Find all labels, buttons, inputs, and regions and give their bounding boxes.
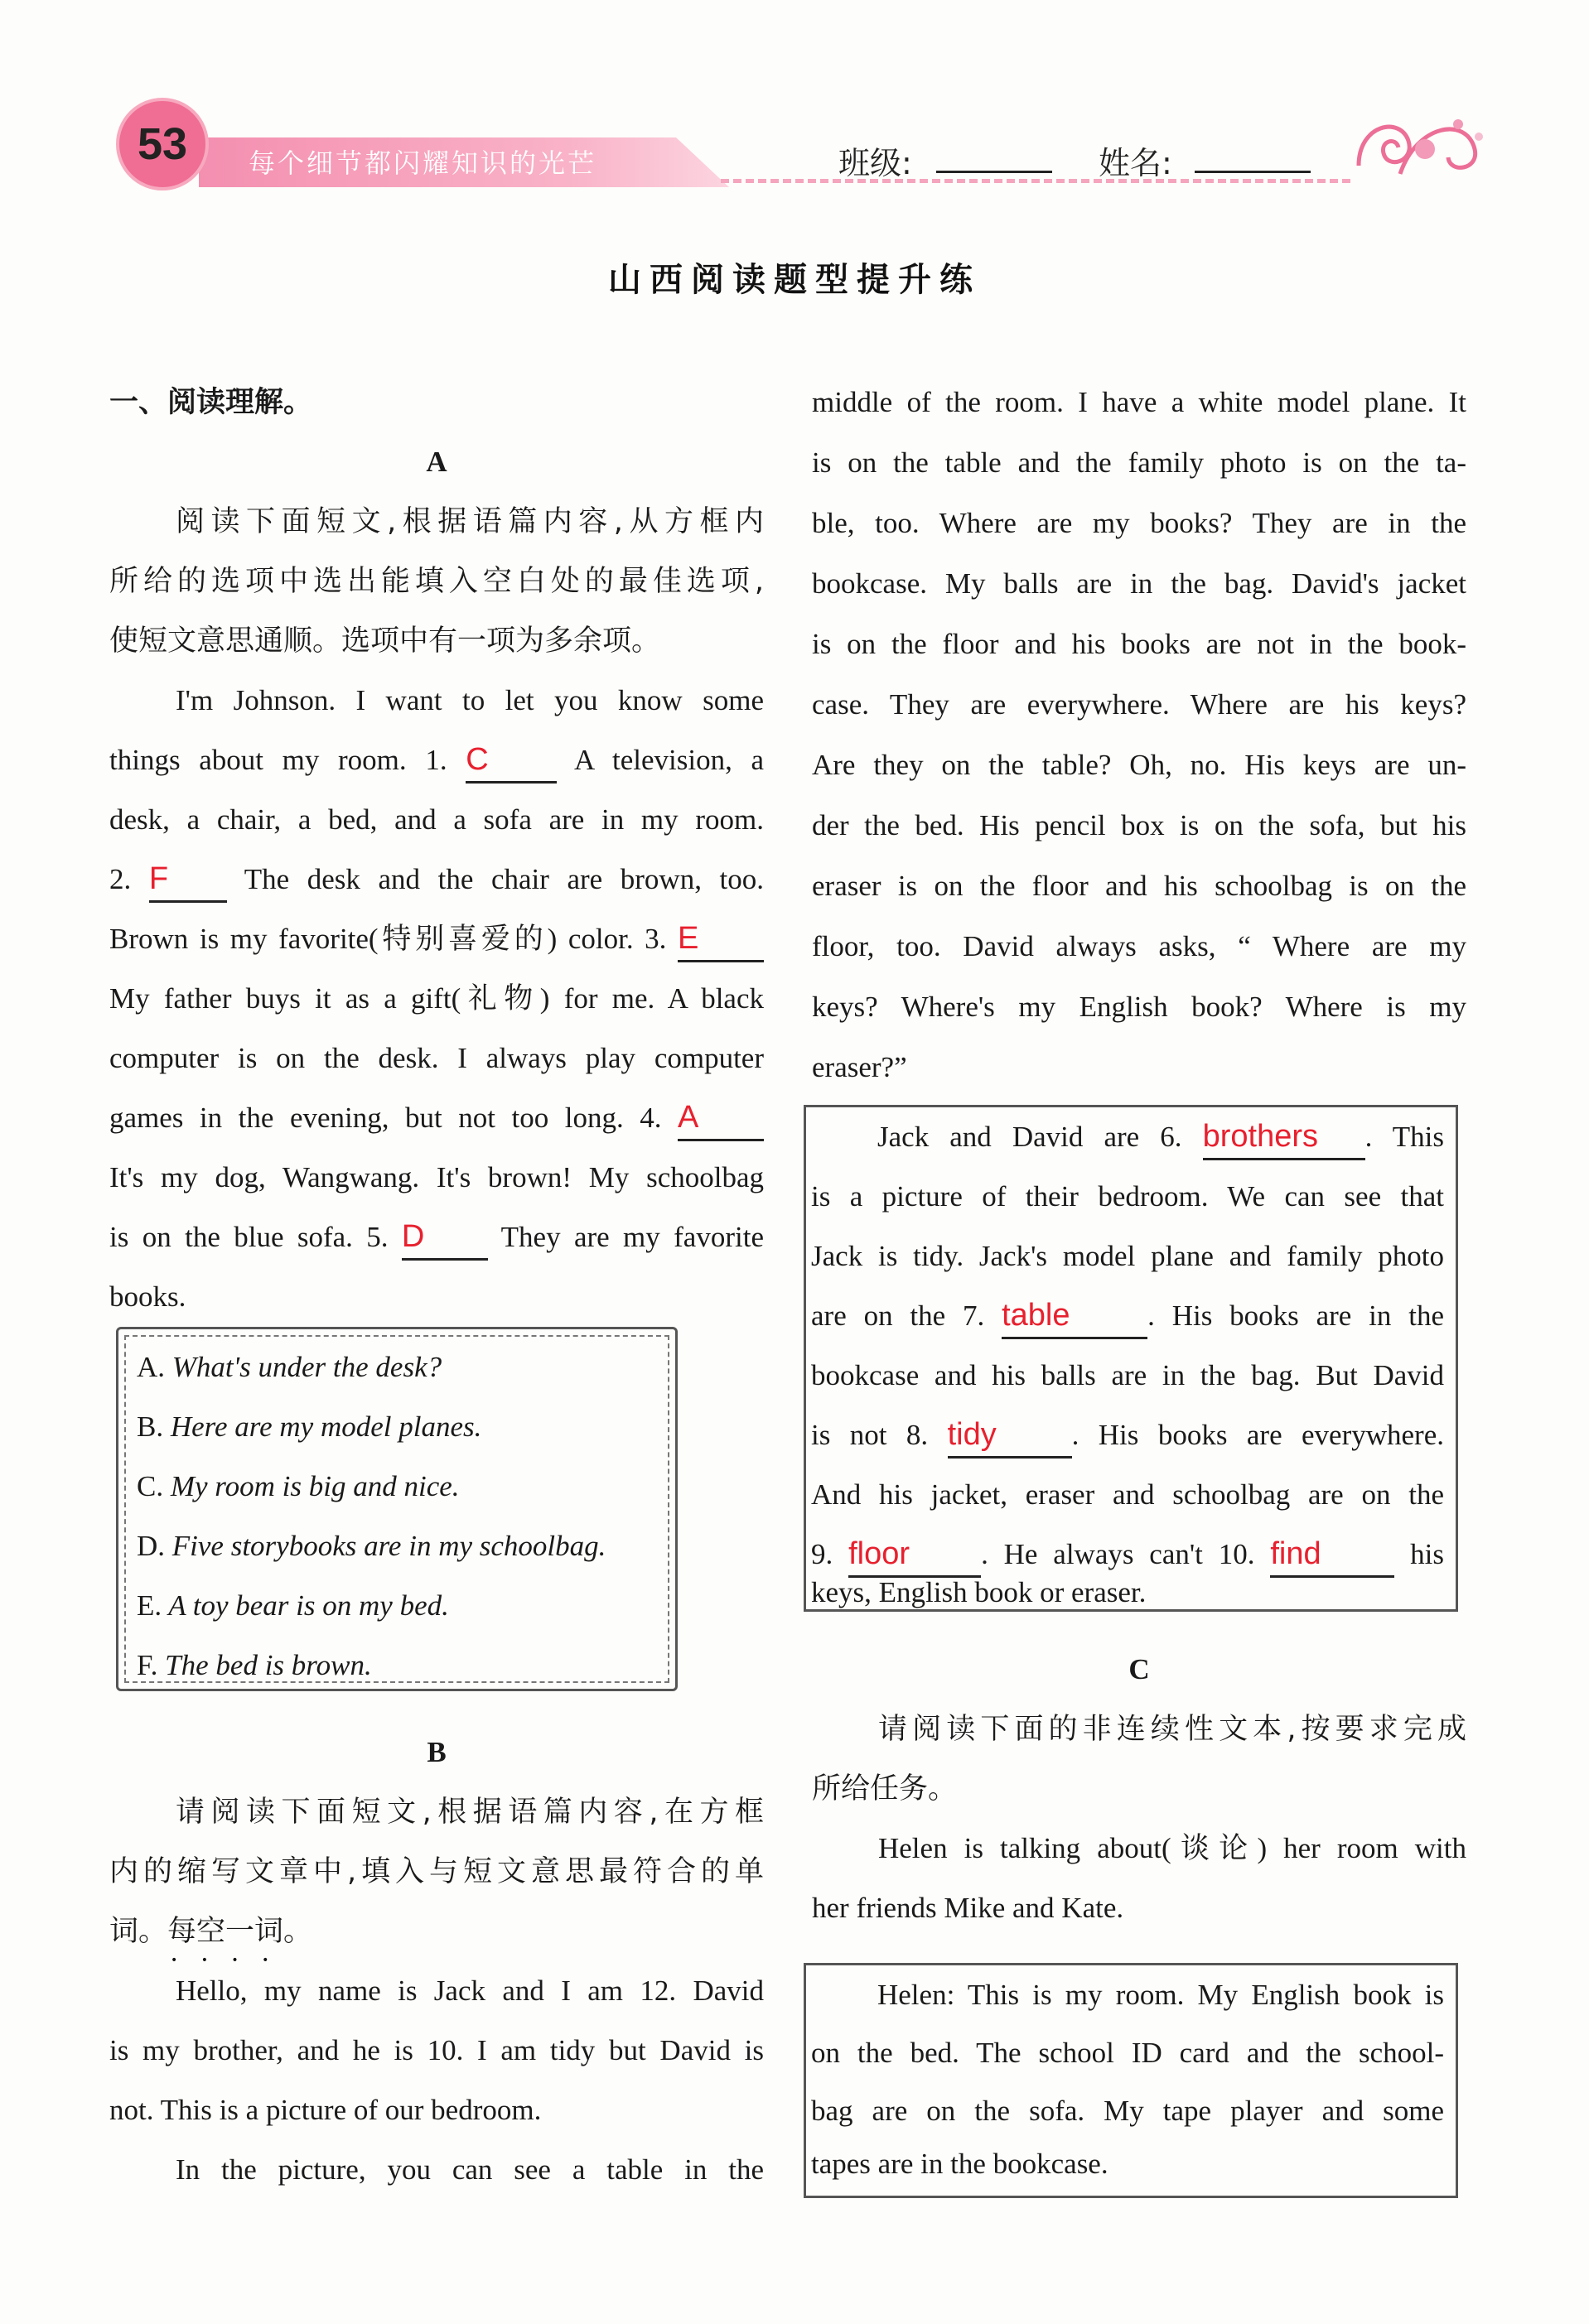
passage-a-line [109, 1208, 764, 1267]
part-c-instruction-1: 请阅读下面的非连续性文本,按要求完成 [878, 1713, 1466, 1746]
options-box [116, 1327, 678, 1691]
passage-text: is on the blue sofa. 5. [109, 1221, 389, 1253]
summary-line [811, 1286, 1444, 1346]
summary-line: bookcase and his balls are in the bag. But David [811, 1359, 1444, 1391]
option-d [137, 1516, 606, 1576]
passage-a-line: I'm Johnson. I want to let you know some [176, 684, 764, 716]
summary-line [811, 1405, 1444, 1465]
answer-blank-8: tidy [948, 1413, 1072, 1459]
passage-a-line: books. [109, 1280, 186, 1313]
class-blank [936, 171, 1052, 173]
option-b [137, 1397, 481, 1457]
part-c-intro-line: her friends Mike and Kate. [812, 1892, 1124, 1924]
passage-b-line: eraser?” [812, 1051, 907, 1083]
summary-text: are on the 7. [811, 1299, 985, 1332]
option-letter: D. [137, 1530, 166, 1562]
part-b-label: B [427, 1736, 447, 1768]
part-c-label: C [1128, 1653, 1150, 1685]
answer-blank-3: E [678, 917, 764, 962]
passage-a-line [109, 730, 764, 790]
section-heading: 一、阅读理解。 [109, 386, 313, 419]
option-letter: C. [137, 1470, 164, 1502]
passage-b-line: keys? Where's my English book? Where is my [812, 991, 1466, 1023]
header-slogan: 每个细节都闪耀知识的光芒 [249, 147, 597, 179]
option-text: What's under the desk? [171, 1351, 442, 1383]
passage-a-line [109, 909, 764, 969]
option-text: Here are my model planes. [170, 1410, 482, 1443]
part-a-instruction-1: 阅读下面短文,根据语篇内容,从方框内 [176, 505, 764, 538]
passage-a-line [109, 850, 764, 909]
option-c [137, 1457, 460, 1516]
option-letter: F. [137, 1649, 158, 1681]
passage-text: The desk and the chair are brown, too. [244, 863, 764, 895]
option-e [137, 1576, 449, 1636]
summary-box [804, 1105, 1458, 1612]
dialogue-line: on the bed. The school ID card and the school- [811, 2037, 1444, 2069]
summary-text: his [1410, 1538, 1444, 1570]
part-a-instruction-2: 所给的选项中选出能填入空白处的最佳选项, [109, 565, 764, 598]
passage-a-line: desk, a chair, a bed, and a sofa are in my room. [109, 803, 764, 836]
passage-text: A television, a [573, 744, 765, 776]
passage-a-line: My father buys it as a gift(礼物) for me. A black [109, 982, 764, 1015]
passage-a-line: It's my dog, Wangwang. It's brown! My schoolbag [109, 1161, 764, 1193]
passage-a-line: computer is on the desk. I always play computer [109, 1042, 764, 1074]
option-a [137, 1338, 442, 1397]
option-letter: B. [137, 1410, 164, 1443]
passage-b-line: bookcase. My balls are in the bag. David's jacket [812, 567, 1466, 600]
passage-b-line: ble, too. Where are my books? They are in the [812, 507, 1466, 539]
passage-b-line: floor, too. David always asks, “ Where are my [812, 930, 1466, 962]
flourish-ornament-icon [1342, 91, 1491, 199]
answer-blank-6: brothers [1203, 1115, 1365, 1160]
answer-blank-7: table [1002, 1294, 1147, 1339]
helen-dialogue-box [804, 1963, 1458, 2198]
option-text: My room is big and nice. [170, 1470, 460, 1502]
passage-b-line: is my brother, and he is 10. I am tidy but David is [109, 2034, 764, 2066]
instruction-text: 。 [283, 1915, 313, 1948]
summary-text: 9. [811, 1538, 833, 1570]
emphasized-text: 每空一词 • • • • [167, 1915, 283, 1948]
option-text: Five storybooks are in my schoolbag. [171, 1530, 606, 1562]
passage-b-line: case. They are everywhere. Where are his keys? [812, 688, 1466, 721]
option-f [137, 1636, 372, 1695]
part-c-instruction-2: 所给任务。 [812, 1772, 958, 1806]
answer-blank-10: find [1270, 1532, 1394, 1578]
summary-line: is a picture of their bedroom. We can see that [811, 1180, 1444, 1213]
passage-b-line: der the bed. His pencil box is on the sofa, but his [812, 809, 1466, 841]
passage-text: They are my favorite [500, 1221, 764, 1253]
answer-blank-4: A [678, 1096, 764, 1141]
passage-b-line: Hello, my name is Jack and I am 12. David [176, 1974, 764, 2007]
instruction-text: 词。 [109, 1915, 168, 1948]
header-dashed-line [721, 179, 1350, 183]
passage-b-line: Are they on the table? Oh, no. His keys are un- [812, 749, 1466, 781]
option-letter: A. [137, 1351, 166, 1383]
summary-line: keys, English book or eraser. [811, 1576, 1147, 1608]
answer-blank-1: C [466, 738, 557, 784]
class-label: 班级: [838, 145, 912, 181]
passage-text: games in the evening, but not too long. 4. [109, 1102, 662, 1134]
page-header [0, 0, 1589, 215]
part-a-label: A [426, 446, 447, 478]
answer-blank-9: floor [848, 1532, 981, 1578]
summary-text: . He always can't 10. [981, 1538, 1255, 1570]
part-c-intro-line: Helen is talking about(谈论) her room with [878, 1832, 1466, 1864]
passage-b-line: is on the floor and his books are not in the book- [812, 628, 1466, 660]
answer-blank-5: D [402, 1215, 488, 1261]
passage-b-line: is on the table and the family photo is on the ta- [812, 446, 1466, 479]
passage-a-line [109, 1088, 764, 1148]
summary-line: And his jacket, eraser and schoolbag are on the [811, 1478, 1444, 1511]
option-text: A toy bear is on my bed. [168, 1589, 449, 1622]
option-text: The bed is brown. [165, 1649, 372, 1681]
name-blank [1195, 171, 1311, 173]
part-b-instruction-1: 请阅读下面短文,根据语篇内容,在方框 [176, 1796, 764, 1829]
passage-b-line: eraser is on the floor and his schoolbag is on the [812, 870, 1466, 902]
summary-text: . His books are in the [1147, 1299, 1445, 1332]
passage-b-line: not. This is a picture of our bedroom. [109, 2094, 542, 2126]
option-letter: E. [137, 1589, 162, 1622]
summary-line: Jack is tidy. Jack's model plane and family photo [811, 1240, 1444, 1272]
dialogue-line: Helen: This is my room. My English book is [877, 1979, 1444, 2011]
passage-b-line: middle of the room. I have a white model plane. It [812, 386, 1466, 418]
summary-text: . His books are everywhere. [1071, 1419, 1444, 1451]
page-title: 山西阅读题型提升练 [608, 261, 981, 299]
passage-text: Brown is my favorite(特别喜爱的) color. 3. [109, 923, 667, 955]
passage-b-line: In the picture, you can see a table in the [176, 2153, 764, 2186]
answer-blank-2: F [149, 857, 227, 903]
summary-text: is not 8. [811, 1419, 929, 1451]
passage-text: 2. [109, 863, 132, 895]
dialogue-line: bag are on the sofa. My tape player and some [811, 2095, 1444, 2127]
name-label: 姓名: [1099, 145, 1172, 181]
part-b-instruction-3 [109, 1902, 764, 1961]
part-b-instruction-2: 内的缩写文章中,填入与短文意思最符合的单 [109, 1855, 764, 1888]
summary-text: . This [1364, 1121, 1445, 1153]
dialogue-line: tapes are in the bookcase. [811, 2148, 1108, 2180]
summary-line [811, 1107, 1444, 1167]
page-number-badge: 53 [116, 98, 209, 190]
passage-text: things about my room. 1. [109, 744, 447, 776]
summary-text: Jack and David are 6. [877, 1121, 1182, 1153]
part-a-instruction-3: 使短文意思通顺。选项中有一项为多余项。 [109, 624, 661, 658]
